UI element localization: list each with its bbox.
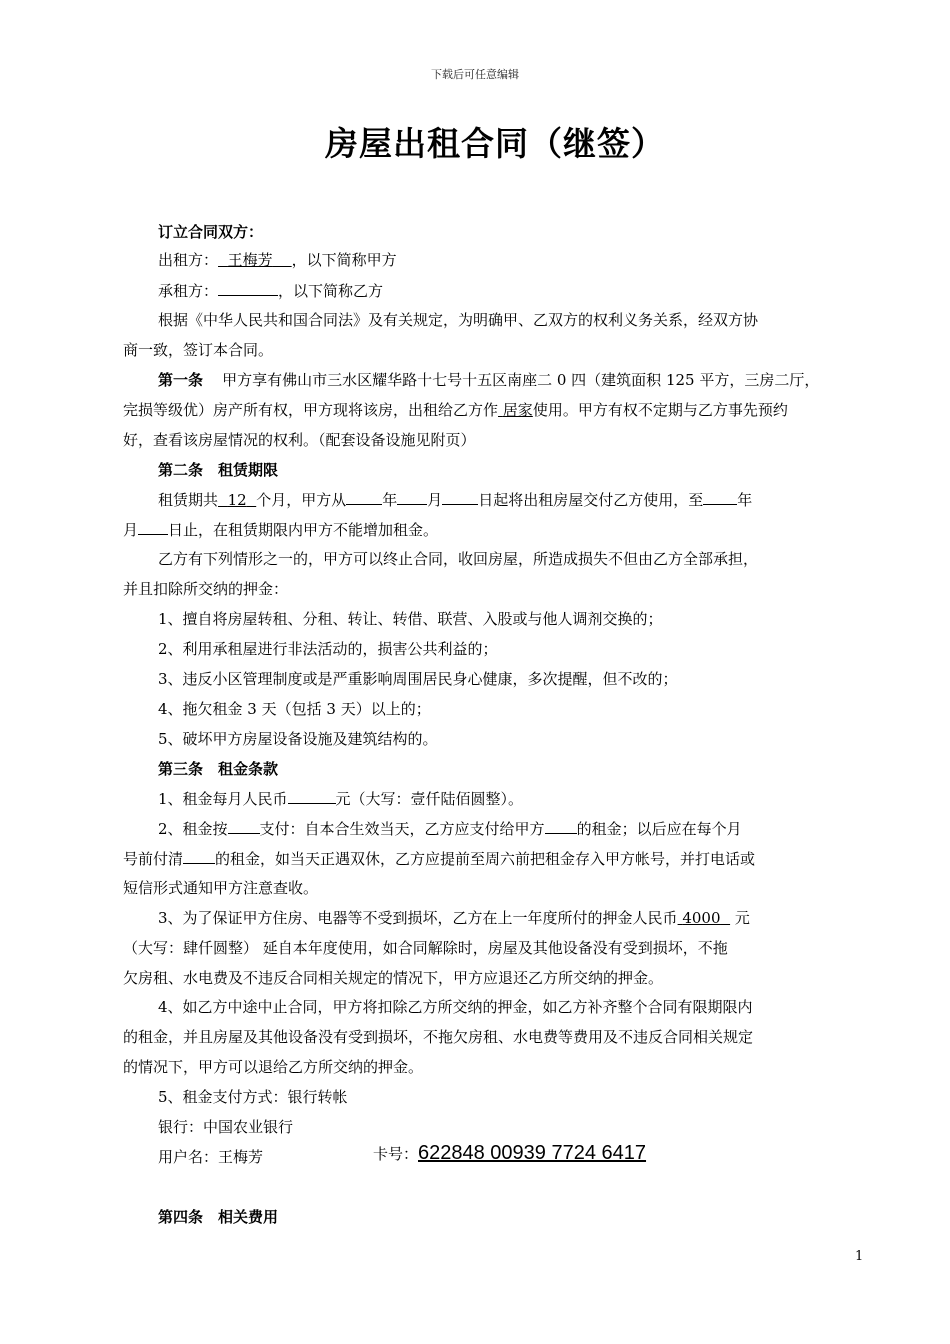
card-line: [373, 1143, 646, 1164]
termination-item-4: 4、拖欠租金 3 天（包括 3 天）以上的；: [158, 700, 431, 718]
article1-line-2: [123, 400, 788, 420]
lessor-label: 出租方：: [158, 251, 219, 269]
intro-line-2: 商一致，签订本合同。: [123, 341, 274, 359]
termination-item-3: 3、违反小区管理制度或是严重影响周围居民身心健康，多次提醒，但不改的；: [158, 670, 678, 688]
article1-heading: 第一条: [158, 371, 204, 389]
year-label: 年: [382, 491, 398, 509]
article2-heading: 第二条 租赁期限: [158, 461, 279, 479]
article2-line-4: 并且扣除所交纳的押金：: [123, 580, 289, 598]
lease-until-label: 日起将出租房屋交付乙方使用，至: [478, 491, 704, 509]
rent-clause-1: [158, 788, 523, 809]
deposit-amount: [678, 909, 731, 927]
parties-heading: 订立合同双方：: [158, 223, 264, 241]
payment-due-blank: [183, 848, 215, 864]
lease-term-label: 租赁期共: [158, 491, 219, 509]
rent-clause-4-line-3: 的情况下，甲方可以退给乙方所交纳的押金。: [123, 1058, 424, 1076]
rent-clause-2-line-1: [158, 818, 742, 839]
article1-text-2b: 使用。甲方有权不定期与乙方事先预约: [532, 401, 788, 419]
lease-months: [218, 491, 256, 509]
payment-due-text: 的租金，如当天正遇双休，乙方应提前至周六前把租金存入甲方帐号，并打电话或: [215, 850, 756, 868]
lessee-line: [158, 280, 383, 301]
rent-amount-label: 1、租金每月人民币: [158, 790, 288, 808]
payment-first-blank: [545, 818, 577, 834]
lease-months-text: 12: [227, 491, 247, 509]
rent-clause-4-line-2: 的租金，并且房屋及其他设备没有受到损坏，不拖欠房租、水电费等费用及不违反合同相关规定: [123, 1028, 754, 1046]
article2-line-3: 乙方有下列情形之一的，甲方可以终止合同，收回房屋，所造成损失不但由乙方全部承担，: [158, 550, 759, 568]
deposit-amount-text: 4000: [682, 909, 721, 927]
intro-line-1: 根据《中华人民共和国合同法》及有关规定，为明确甲、乙双方的权利义务关系，经双方协: [158, 311, 759, 329]
start-month-blank: [397, 489, 427, 505]
page-number: 1: [855, 1249, 864, 1264]
rent-clause-3-line-1: [158, 908, 750, 928]
account-name: 用户名：王梅芳: [158, 1148, 264, 1166]
deposit-unit: 元: [734, 909, 750, 927]
lease-from-label: 个月，甲方从: [256, 491, 347, 509]
article1-line-3: 好，查看该房屋情况的权利。（配套设备设施见附页）: [123, 431, 476, 449]
rent-clause-3-line-2: （大写：肆仟圆整） 延自本年度使用，如合同解除时，房屋及其他设备没有受到损坏，不拖: [123, 939, 728, 957]
termination-item-2: 2、利用承租屋进行非法活动的，损害公共利益的；: [158, 640, 498, 658]
article4-heading: 第四条 相关费用: [158, 1208, 279, 1226]
header-note: 下载后可任意编辑: [431, 68, 519, 81]
article1-text-2a: 完损等级优）房产所有权，甲方现将该房，出租给乙方作: [123, 401, 499, 419]
article1-line-1: [158, 370, 819, 390]
rent-clause-5: 5、租金支付方式：银行转帐: [158, 1088, 348, 1106]
month-label: 月: [427, 491, 443, 509]
lessor-line: [158, 250, 397, 270]
end-month-label: 月: [123, 521, 139, 539]
lessee-label: 承租方：: [158, 282, 219, 300]
article1-use-text: 居家: [502, 401, 533, 419]
page-title: 房屋出租合同（继签）: [325, 124, 665, 163]
card-label: 卡号：: [373, 1145, 419, 1163]
lessee-name-blank: [218, 280, 278, 296]
card-number: 622848 00939 7724 6417: [418, 1142, 647, 1164]
rent-amount-words: 元（大写：壹仟陆佰圆整）。: [335, 790, 524, 808]
payment-monthly-text: 的租金；以后应在每个月: [576, 820, 742, 838]
lessee-suffix: ，以下简称乙方: [278, 282, 384, 300]
rent-clause-3-line-3: 欠房租、水电费及不违反合同相关规定的情况下，甲方应退还乙方所交纳的押金。: [123, 969, 664, 987]
rent-clause-4-line-1: 4、如乙方中途中止合同，甲方将扣除乙方所交纳的押金，如乙方补齐整个合同有限期限内: [158, 998, 753, 1016]
payment-first-text: 支付：自本合生效当天，乙方应支付给甲方: [259, 820, 545, 838]
lessor-suffix: ，以下简称甲方: [291, 251, 397, 269]
article2-line-1: [158, 489, 752, 510]
start-year-blank: [346, 489, 382, 505]
end-year-blank: [703, 489, 737, 505]
article1-use: [498, 401, 533, 419]
lessor-name: [218, 251, 292, 269]
rent-clause-2-line-3: 短信形式通知甲方注意查收。: [123, 879, 319, 897]
article2-line-2: [123, 519, 438, 540]
bank-name: 银行：中国农业银行: [158, 1118, 294, 1136]
article1-text-1: 甲方享有佛山市三水区耀华路十七号十五区南座二 0 四（建筑面积 125 平方，三房二厅，: [222, 371, 820, 389]
start-day-blank: [442, 489, 478, 505]
article3-heading: 第三条 租金条款: [158, 760, 279, 778]
end-day-blank: [138, 519, 168, 535]
rent-clause-2-line-2: [123, 848, 755, 869]
payment-term-label: 2、租金按: [158, 820, 228, 838]
payment-term-blank: [228, 818, 260, 834]
payment-due-label: 号前付清: [123, 850, 184, 868]
rent-amount-blank: [288, 788, 336, 804]
deposit-label: 3、为了保证甲方住房、电器等不受到损坏，乙方在上一年度所付的押金人民币: [158, 909, 678, 927]
termination-item-5: 5、破坏甲方房屋设备设施及建筑结构的。: [158, 730, 438, 748]
termination-item-1: 1、擅自将房屋转租、分租、转让、转借、联营、入股或与他人调剂交换的；: [158, 610, 663, 628]
lease-end-text: 日止，在租赁期限内甲方不能增加租金。: [168, 521, 439, 539]
end-year-label: 年: [737, 491, 753, 509]
lessor-name-text: 王梅芳: [227, 251, 273, 269]
